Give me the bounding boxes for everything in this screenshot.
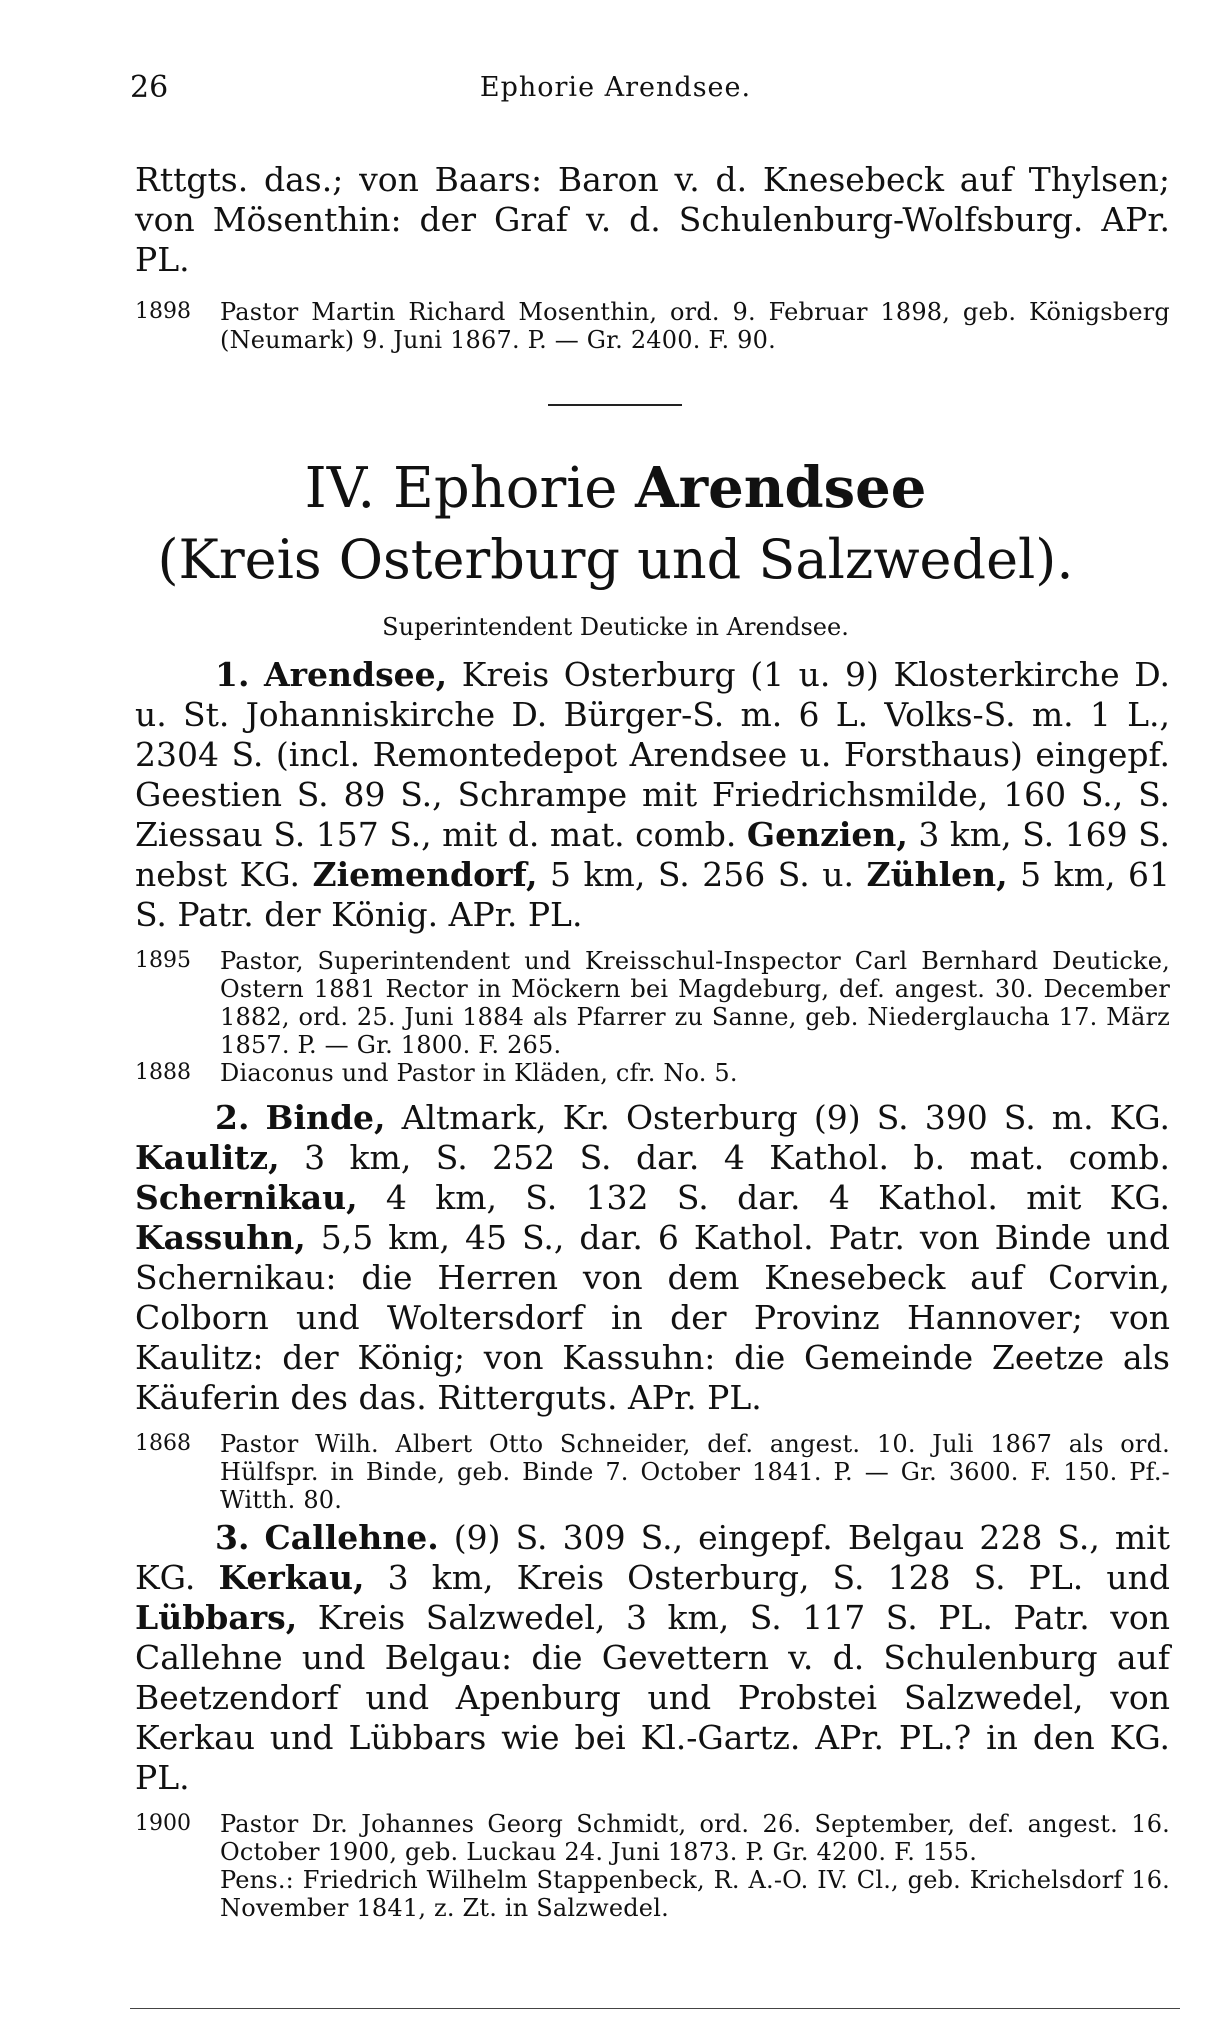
- running-title: Ephorie Arendsee.: [479, 72, 752, 103]
- entry-text: 5 km, S. 256 S. u.: [550, 855, 854, 894]
- filial-name: Zühlen,: [866, 855, 1008, 894]
- filial-name: Genzien,: [746, 815, 908, 854]
- note-year: 1895: [135, 948, 191, 973]
- entry-number: 3.: [215, 1518, 250, 1557]
- pension-text: Pens.: Friedrich Wilhelm Stappenbeck, R. A.-O. IV. Cl., geb. Krichelsdorf 16. November 1841, z. Zt. in Salzwedel.: [220, 1866, 1170, 1922]
- entry-text: Kreis Salzwedel, 3 km, S. 117 S. PL. Patr. von Callehne und Belgau: die Gevettern v. d. Schulenburg auf Beetzendorf und Apenburg und Probstei Salzwedel, von Kerkau und Lübbars wie bei Kl.-Gartz. APr. PL.? in den KG. PL.: [135, 1598, 1170, 1797]
- intro-paragraph: Rttgts. das.; von Baars: Baron v. d. Knesebeck auf Thylsen; von Mösenthin: der Graf v. d. Schulenburg-Wolfsburg. APr. PL.: [135, 160, 1170, 279]
- entry-paragraph: [135, 1098, 1170, 1418]
- filial-name: Kassuhn,: [135, 1218, 306, 1257]
- entry-name: Binde,: [265, 1098, 386, 1137]
- note-spacer: [135, 1866, 220, 1922]
- filial-name: Kerkau,: [218, 1558, 365, 1597]
- filial-name: Schernikau,: [135, 1178, 358, 1217]
- entry-name: Callehne.: [264, 1518, 439, 1557]
- entry-callehne: [135, 1518, 1170, 1922]
- entry-text: (9) S. 309 S., eingepf. Belgau 228 S., mit KG.: [135, 1518, 1170, 1597]
- section-title-bold: Arendsee: [635, 455, 927, 521]
- entry-number: 1.: [215, 655, 250, 694]
- running-head: [0, 70, 1231, 110]
- entry-text: 5,5 km, 45 S., dar. 6 Kathol. Patr. von Binde und Schernikau: die Herren von dem Knesebeck auf Corvin, Colborn und Woltersdorf in der Provinz Hannover; von Kaulitz: der König; von Kassuhn: die Gemeinde Zeetze als Käuferin des das. Ritterguts. APr. PL.: [135, 1218, 1170, 1417]
- entry-binde: [135, 1098, 1170, 1514]
- note-text: Pastor Martin Richard Mosenthin, ord. 9. Februar 1898, geb. Königsberg (Neumark) 9. Juni 1867. P. — Gr. 2400. F. 90.: [220, 298, 1170, 354]
- bottom-rule: [130, 2008, 1180, 2009]
- entry-text: Kreis Osterburg (1 u. 9) Klosterkirche D. u. St. Johanniskirche D. Bürger-S. m. 6 L. Volks-S. m. 1 L., 2304 S. (incl. Remontedepot Arendsee u. Forsthaus) eingepf. Geestien S. 89 S., Schrampe mit Friedrichsmilde, 160 S., S. Ziessau S. 157 S., mit d. mat. comb.: [135, 655, 1170, 854]
- note-text: Pastor Dr. Johannes Georg Schmidt, ord. 26. September, def. angest. 16. October 1900, geb. Luckau 24. Juni 1873. P. Gr. 4200. F. 155.: [220, 1810, 1170, 1866]
- note-year: 1898: [135, 299, 191, 324]
- entry-note: [135, 1430, 1170, 1514]
- entry-note: [135, 947, 1170, 1059]
- entry-text: 4 km, S. 132 S. dar. 4 Kathol. mit KG.: [385, 1178, 1170, 1217]
- section-divider: [548, 404, 682, 406]
- intro-note: [135, 298, 1170, 354]
- page-number: 26: [130, 70, 169, 105]
- filial-name: Kaulitz,: [135, 1138, 280, 1177]
- section-subtitle: (Kreis Osterburg und Salzwedel).: [157, 528, 1074, 591]
- entry-note: [135, 1059, 1170, 1087]
- note-text: Pastor, Superintendent und Kreisschul-Inspector Carl Bernhard Deuticke, Ostern 1881 Rector in Möckern bei Magdeburg, def. angest. 30. December 1882, ord. 25. Juni 1884 als Pfarrer zu Sanne, geb. Niederglaucha 17. März 1857. P. — Gr. 1800. F. 265.: [220, 947, 1170, 1059]
- entry-name: Arendsee,: [264, 655, 448, 694]
- pension-note: [135, 1866, 1170, 1922]
- entry-text: 5 km, 61 S. Patr. der König. APr. PL.: [135, 855, 1170, 934]
- entry-note: [135, 1810, 1170, 1866]
- entry-text: 3 km, Kreis Osterburg, S. 128 S. PL. und: [387, 1558, 1171, 1597]
- entry-paragraph: [135, 655, 1170, 935]
- entry-arendsee: [135, 655, 1170, 1087]
- entry-number: 2.: [215, 1098, 250, 1137]
- entry-text: Altmark, Kr. Osterburg (9) S. 390 S. m. KG.: [401, 1098, 1170, 1137]
- note-year: 1888: [135, 1060, 191, 1085]
- note-text: Diaconus und Pastor in Kläden, cfr. No. 5.: [220, 1059, 738, 1087]
- section-title: [0, 455, 1231, 522]
- section-number: IV.: [304, 456, 376, 521]
- note-year: 1868: [135, 1431, 191, 1456]
- entry-text: 3 km, S. 252 S. dar. 4 Kathol. b. mat. comb.: [304, 1138, 1170, 1177]
- filial-name: Lübbars,: [135, 1598, 298, 1637]
- intro-block: [135, 160, 1170, 354]
- filial-name: Ziemendorf,: [312, 855, 538, 894]
- note-text: Pastor Wilh. Albert Otto Schneider, def. angest. 10. Juli 1867 als ord. Hülfspr. in Binde, geb. Binde 7. October 1841. P. — Gr. 3600. F. 150. Pf.-Witth. 80.: [220, 1430, 1170, 1514]
- note-year: 1900: [135, 1811, 191, 1836]
- superintendent-line: Superintendent Deuticke in Arendsee.: [382, 613, 849, 641]
- section-title-plain: Ephorie: [393, 456, 618, 521]
- entry-paragraph: [135, 1518, 1170, 1798]
- entry-text: 3 km, S. 169 S. nebst KG.: [135, 815, 1170, 894]
